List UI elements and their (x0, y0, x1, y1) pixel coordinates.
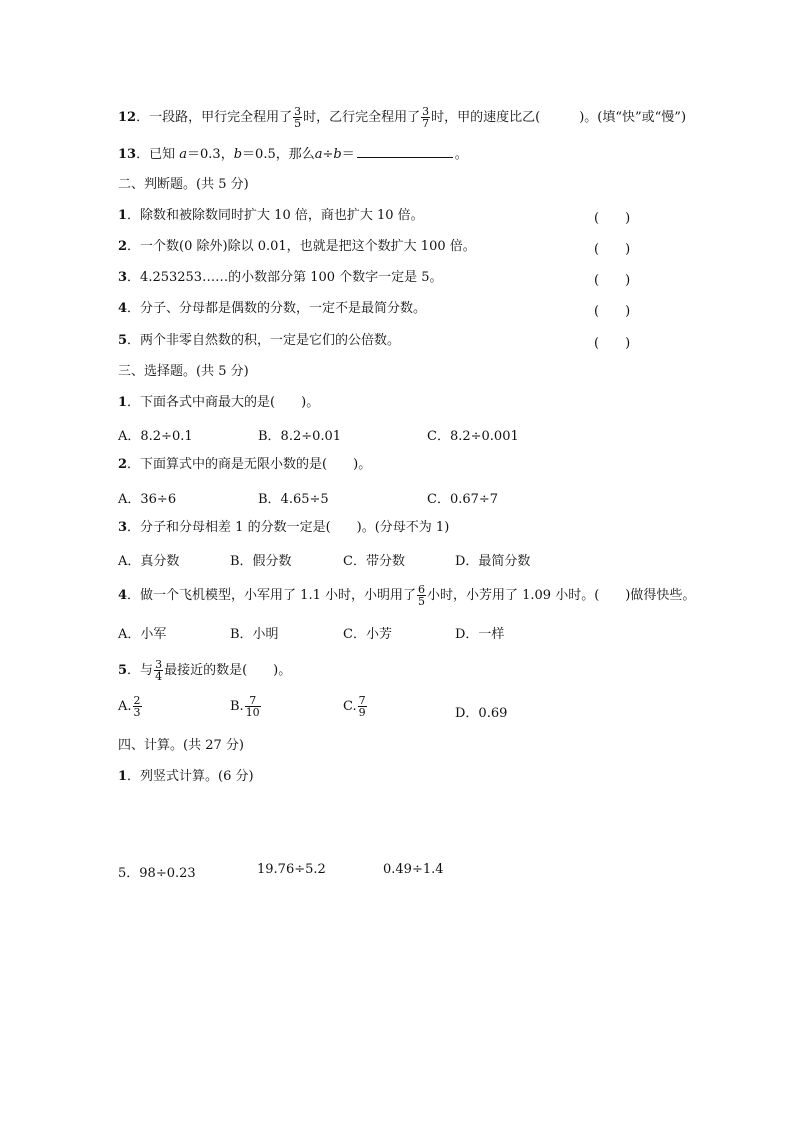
calc-expression: 5．98÷0.23 (118, 866, 196, 881)
option-d[interactable]: D．0.69 (455, 706, 508, 721)
fraction: $\frac{3}{5}$ (294, 105, 302, 130)
judge-item: 3．4.253253……的小数部分第 100 个数字一定是 5。 (118, 270, 443, 285)
section-title-judge: 二、判断题。(共 5 分) (118, 177, 249, 192)
answer-blank[interactable] (357, 145, 453, 158)
option-a[interactable]: A. $\frac{2}{3}$ (118, 694, 141, 719)
question-number: 13 (118, 147, 137, 162)
choice-question-3: 3．分子和分母相差 1 的分数一定是( )。(分母不为 1) (118, 520, 450, 535)
calc-expression: 19.76÷5.2 (257, 862, 326, 877)
option-a[interactable]: A．8.2÷0.1 (118, 429, 193, 444)
section-title-calc: 四、计算。(共 27 分) (118, 738, 244, 753)
option-c[interactable]: C．小芳 (343, 627, 392, 642)
option-c[interactable]: C．8.2÷0.001 (427, 429, 519, 444)
choice-question-1: 1．下面各式中商最大的是( )。 (118, 395, 320, 410)
option-a[interactable]: A．小军 (118, 627, 167, 642)
option-d[interactable]: D．最简分数 (455, 554, 531, 569)
option-b[interactable]: B．小明 (230, 627, 279, 642)
answer-paren[interactable]: ( ) (594, 211, 631, 226)
fraction: $\frac{3}{4}$ (155, 658, 163, 683)
judge-item: 2．一个数(0 除外)除以 0.01，也就是把这个数扩大 100 倍。 (118, 239, 476, 254)
choice-question-5: 5．与 $\frac{3}{4}$ 最接近的数是( )。 (118, 658, 292, 683)
fraction: $\frac{3}{7}$ (422, 105, 430, 130)
answer-paren[interactable]: ( ) (594, 304, 631, 319)
option-c[interactable]: C．带分数 (343, 554, 405, 569)
choice-question-4: 4．做一个飞机模型，小军用了 1.1 小时，小明用了 $\frac{6}{5}$ 小时，小芳用了 1.09 小时。( )做得快些。 (118, 583, 696, 608)
question-13: 13．已知 a＝0.3，b＝0.5，那么a÷b＝ 。 (118, 147, 468, 162)
option-c[interactable]: C. $\frac{7}{9}$ (343, 694, 366, 719)
choice-question-2: 2．下面算式中的商是无限小数的是( )。 (118, 457, 372, 472)
judge-item: 5．两个非零自然数的积，一定是它们的公倍数。 (118, 333, 401, 348)
option-c[interactable]: C．0.67÷7 (427, 492, 499, 507)
judge-item: 4．分子、分母都是偶数的分数，一定不是最简分数。 (118, 301, 427, 316)
answer-paren[interactable]: ( ) (594, 242, 631, 257)
option-d[interactable]: D．一样 (455, 627, 505, 642)
calc-expression: 0.49÷1.4 (383, 862, 444, 877)
question-number: 12 (118, 110, 137, 125)
option-b[interactable]: B．4.65÷5 (258, 492, 329, 507)
option-a[interactable]: A．36÷6 (118, 492, 177, 507)
answer-paren[interactable]: ( ) (594, 336, 631, 351)
question-12: 12．一段路，甲行完全程用了 $\frac{3}{5}$ 时，乙行完全程用了 $\frac{3}{7}$ 时，甲的速度比乙( )。(填“快”或“慢”) (118, 105, 687, 130)
section-title-choice: 三、选择题。(共 5 分) (118, 364, 249, 379)
calc-question-1: 1．列竖式计算。(6 分) (118, 769, 254, 784)
option-b[interactable]: B．假分数 (230, 554, 292, 569)
answer-paren[interactable]: ( ) (594, 273, 631, 288)
option-a[interactable]: A．真分数 (118, 554, 180, 569)
judge-item: 1．除数和被除数同时扩大 10 倍，商也扩大 10 倍。 (118, 208, 424, 223)
fraction: $\frac{6}{5}$ (418, 583, 425, 608)
option-b[interactable]: B. $\frac{7}{10}$ (230, 694, 260, 719)
option-b[interactable]: B．8.2÷0.01 (258, 429, 342, 444)
